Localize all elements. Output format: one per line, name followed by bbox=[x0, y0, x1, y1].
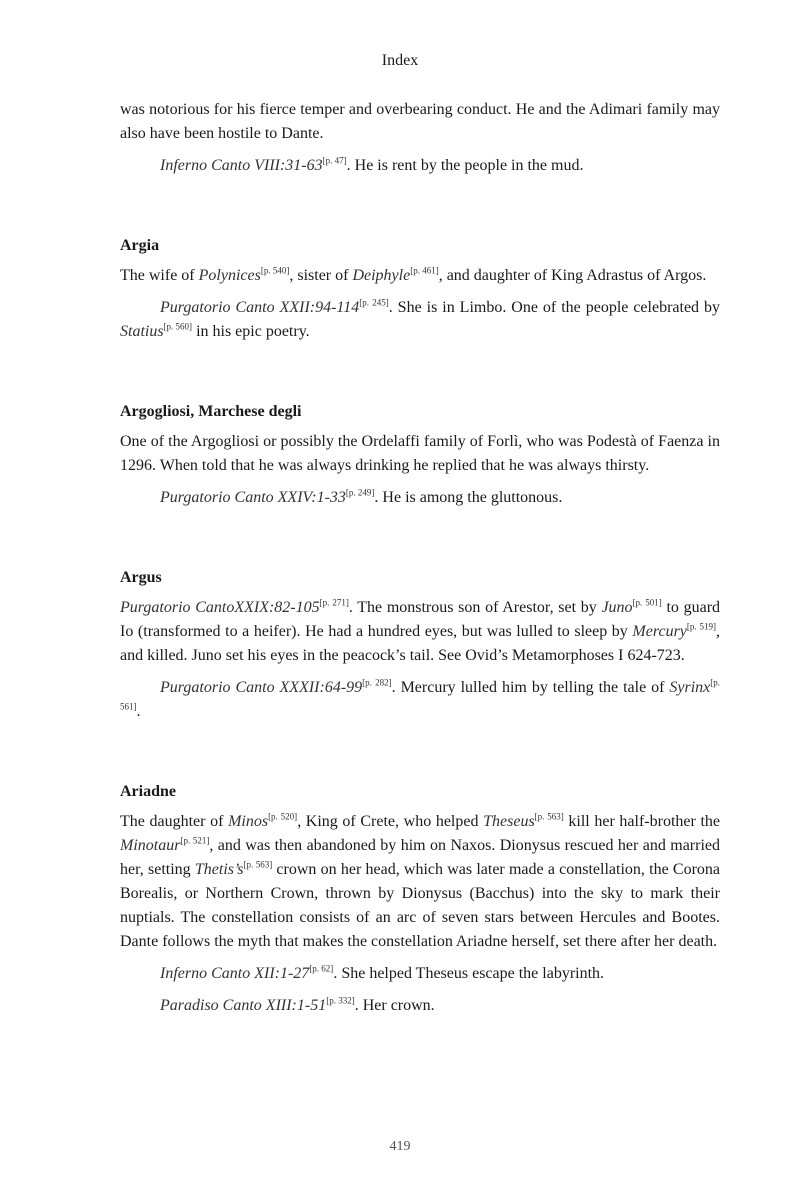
page-ref[interactable]: [p. 563] bbox=[243, 859, 273, 870]
page-ref[interactable]: [p. 501] bbox=[632, 597, 662, 608]
reference-text: . He is rent by the people in the mud. bbox=[346, 157, 584, 174]
page-ref[interactable]: [p. 332] bbox=[326, 995, 355, 1006]
cross-ref-link[interactable]: Juno bbox=[601, 599, 633, 616]
entry-description: The wife of Polynices[p. 540], sister of Deiphyle[p. 461], and daughter of King Adrastus of Argos. bbox=[120, 265, 707, 284]
page-ref[interactable]: [p. 461] bbox=[410, 265, 439, 276]
cross-ref-link[interactable]: Theseus bbox=[483, 813, 535, 830]
canto-link[interactable]: Purgatorio Canto XXXII:64-99 bbox=[160, 679, 363, 696]
canto-link[interactable]: Purgatorio Canto XXIV:1-33 bbox=[160, 489, 346, 506]
page-ref[interactable]: [p. 62] bbox=[309, 963, 334, 974]
page-ref[interactable]: [p. 521] bbox=[180, 835, 210, 846]
entry-description: One of the Argogliosi or possibly the Ordelaffi family of Forlì, who was Podestà of Faenza in 1296. When told that he was always drinking he replied that he was always thirsty. bbox=[120, 433, 720, 474]
entry-title-argia: Argia bbox=[120, 237, 160, 254]
continuation-reference bbox=[120, 154, 720, 178]
page-ref[interactable]: [p. 249] bbox=[345, 487, 375, 498]
canto-link[interactable]: Purgatorio Canto XXII:94-114 bbox=[160, 299, 360, 316]
entry-title-argogliosi: Argogliosi, Marchese degli bbox=[120, 403, 302, 420]
running-header: Index bbox=[381, 52, 419, 69]
entry-description: Purgatorio CantoXXIX:82-105[p. 271]. The monstrous son of Arestor, set by Juno[p. 501] to guard Io (transformed to a heifer). He had a hundred eyes, but was lulled to sleep by Mercury[p. 519], and killed. Juno set his eyes in the peacock’s tail. See Ovid’s Metamorphoses I 624-723. bbox=[120, 597, 721, 664]
page-ref[interactable]: [p. 519] bbox=[686, 621, 716, 632]
entry-description: The daughter of Minos[p. 520], King of Crete, who helped Theseus[p. 563] kill her half-brother the Minotaur[p. 521], and was then abandoned by him on Naxos. Dionysus rescued her and married her, setting Thetis’s[p. 563] crown on her head, which was later made a constellation, the Corona Borealis, or Northern Crown, thrown by Dionysus (Bacchus) into the sky to mark their nuptials. The constellation consists of an arc of seven stars between Hercules and Bootes. Dante follows the myth that makes the constellation Ariadne herself, set there after her death. bbox=[120, 811, 721, 950]
cross-ref-link[interactable]: Statius bbox=[120, 323, 164, 340]
cross-ref-link[interactable]: Minos bbox=[228, 813, 269, 830]
canto-link[interactable]: Inferno Canto VIII:31-63 bbox=[160, 157, 323, 174]
entry-title-argus: Argus bbox=[120, 569, 162, 586]
page-ref[interactable]: [p. 540] bbox=[260, 265, 290, 276]
canto-reference: Inferno Canto XII:1-27[p. 62]. She helped Theseus escape the labyrinth. bbox=[160, 963, 605, 982]
canto-link[interactable]: Inferno Canto XII:1-27 bbox=[160, 965, 310, 982]
cross-ref-link[interactable]: Polynices bbox=[198, 267, 261, 284]
page-ref[interactable]: [p. 282] bbox=[362, 677, 392, 688]
cross-ref-link[interactable]: Syrinx bbox=[669, 679, 711, 696]
canto-reference: Purgatorio Canto XXXII:64-99[p. 282]. Mercury lulled him by telling the tale of Syrinx[p. 561]. bbox=[120, 677, 721, 720]
page-ref[interactable]: [p. 563] bbox=[534, 811, 564, 822]
cross-ref-link[interactable]: Deiphyle bbox=[352, 267, 411, 284]
page-ref[interactable]: [p. 245] bbox=[359, 297, 389, 308]
page-ref[interactable]: [p. 47] bbox=[322, 155, 347, 166]
page-number: 419 bbox=[389, 1139, 411, 1154]
canto-reference: Paradiso Canto XIII:1-51[p. 332]. Her crown. bbox=[160, 995, 435, 1014]
canto-reference: Purgatorio Canto XXIV:1-33[p. 249]. He is among the gluttonous. bbox=[160, 487, 563, 506]
canto-link[interactable]: Purgatorio CantoXXIX:82-105 bbox=[120, 599, 320, 616]
canto-reference: Purgatorio Canto XXII:94-114[p. 245]. She is in Limbo. One of the people celebrated by Statius[p. 560] in his epic poetry. bbox=[120, 297, 721, 340]
entry-title-ariadne: Ariadne bbox=[120, 783, 176, 800]
cross-ref-link[interactable]: Mercury bbox=[632, 623, 687, 640]
canto-link[interactable]: Paradiso Canto XIII:1-51 bbox=[160, 997, 327, 1014]
page-ref[interactable]: [p. 520] bbox=[268, 811, 298, 822]
page-ref[interactable]: [p. 560] bbox=[163, 321, 193, 332]
page-ref[interactable]: [p. 561] bbox=[120, 677, 721, 712]
index-content bbox=[120, 98, 720, 1026]
continuation-text: was notorious for his fierce temper and overbearing conduct. He and the Adimari family may also have been hostile to Dante. bbox=[120, 101, 720, 142]
cross-ref-link[interactable]: Thetis’s bbox=[194, 861, 244, 878]
cross-ref-link[interactable]: Minotaur bbox=[120, 837, 181, 854]
page-ref[interactable]: [p. 271] bbox=[319, 597, 349, 608]
